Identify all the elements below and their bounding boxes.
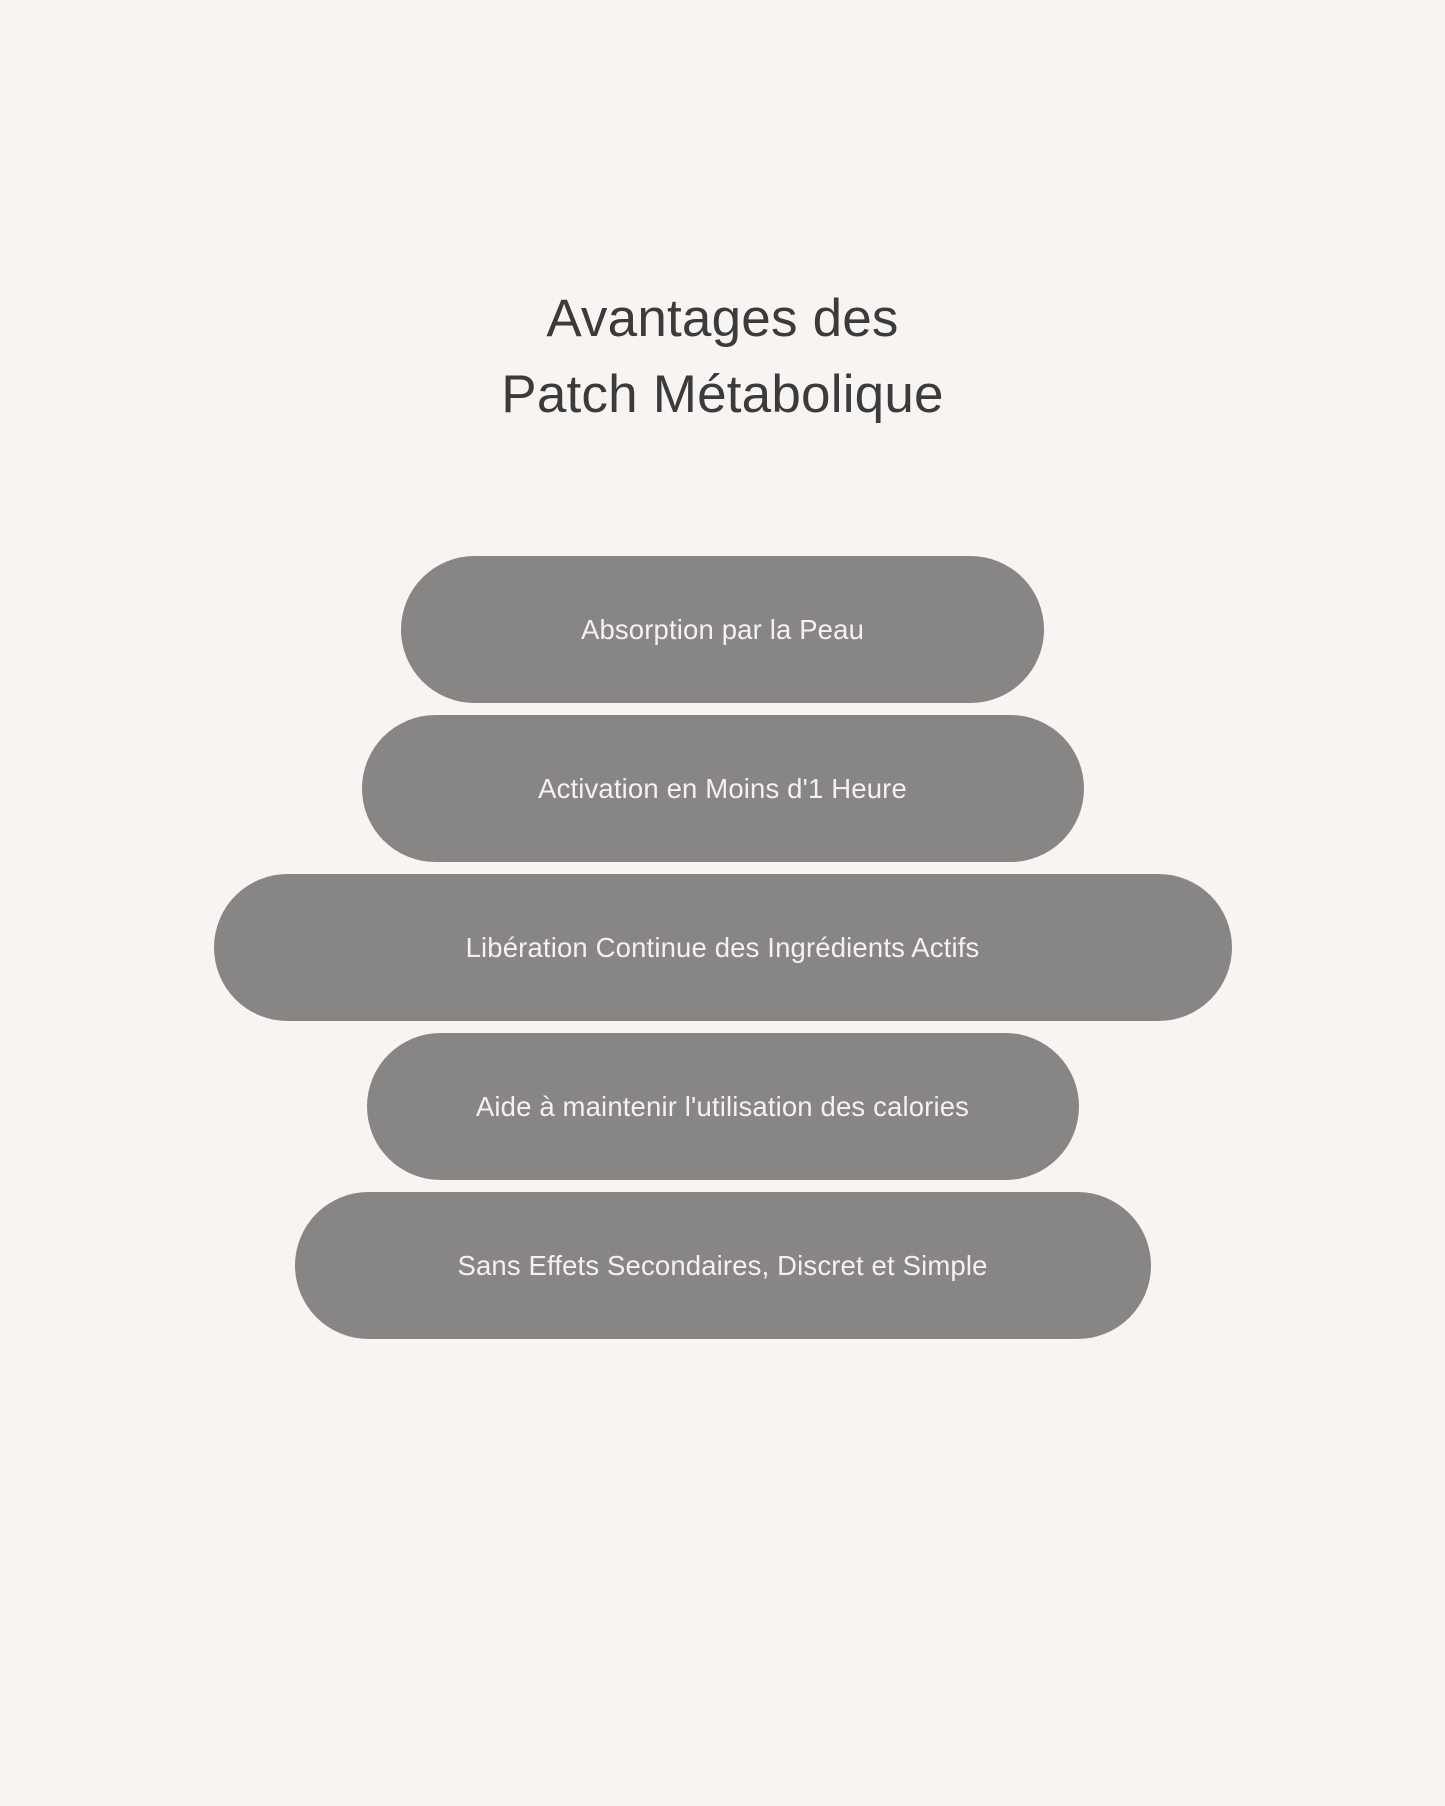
- benefit-label-5: Sans Effets Secondaires, Discret et Simple: [457, 1249, 988, 1281]
- benefits-list: [0, 556, 1445, 1351]
- page-title-line-1: Avantages des: [546, 289, 899, 348]
- page-title-line-2: Patch Métabolique: [501, 364, 944, 424]
- benefit-label-2: Activation en Moins d'1 Heure: [538, 772, 907, 804]
- benefit-label-1: Absorption par la Peau: [580, 613, 865, 645]
- benefit-pill-4: [367, 1033, 1079, 1180]
- benefit-pill-2: [362, 715, 1084, 862]
- benefit-label-3: Libération Continue des Ingrédients Actifs: [465, 931, 980, 963]
- benefit-pill-3: [214, 874, 1232, 1021]
- page-title: [501, 288, 943, 426]
- benefit-pill-5: [295, 1192, 1151, 1339]
- benefit-pill-1: [401, 556, 1044, 703]
- benefit-label-4: Aide à maintenir l'utilisation des calories: [475, 1090, 970, 1122]
